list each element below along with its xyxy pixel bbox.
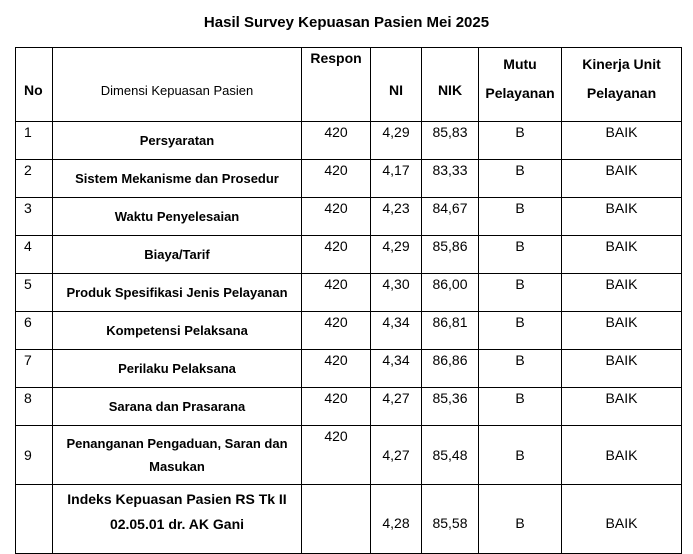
row-ni: 4,29	[371, 236, 422, 274]
header-mutu-line1: Mutu	[503, 56, 537, 72]
row-ni: 4,29	[371, 122, 422, 160]
row-kinerja: BAIK	[562, 312, 682, 350]
document-title: Hasil Survey Kepuasan Pasien Mei 2025	[203, 14, 490, 31]
row-ni: 4,23	[371, 198, 422, 236]
row-respon: 420	[302, 388, 371, 426]
header-mutu-line2: Pelayanan	[485, 85, 555, 101]
header-ni: NI	[371, 48, 422, 122]
table-row	[16, 388, 682, 426]
total-label-line2: 02.05.01 dr. AK Gani	[109, 516, 245, 532]
total-kinerja: BAIK	[562, 485, 682, 554]
row-no: 9	[16, 426, 53, 485]
row-no: 1	[16, 122, 53, 160]
row-respon: 420	[302, 198, 371, 236]
table-row	[16, 122, 682, 160]
header-no: No	[16, 48, 53, 122]
row-ni: 4,27	[371, 388, 422, 426]
row-no: 3	[16, 198, 53, 236]
header-respon: Respon	[302, 48, 371, 122]
table-row	[16, 350, 682, 388]
table-row	[16, 198, 682, 236]
row-dimension-line1: Penanganan Pengaduan, Saran dan	[66, 436, 288, 451]
row-respon: 420	[302, 236, 371, 274]
row-respon: 420	[302, 350, 371, 388]
header-dimension: Dimensi Kepuasan Pasien	[53, 48, 302, 122]
total-mutu: B	[479, 485, 562, 554]
row-no: 7	[16, 350, 53, 388]
header-row	[16, 48, 682, 122]
row-mutu: B	[479, 274, 562, 312]
total-label	[53, 485, 302, 554]
header-kinerja-line2: Pelayanan	[586, 85, 657, 101]
table-row	[16, 312, 682, 350]
row-nik: 85,48	[422, 426, 479, 485]
row-kinerja: BAIK	[562, 426, 682, 485]
survey-table	[15, 47, 682, 554]
row-dimension-line2: Masukan	[149, 459, 205, 474]
row-respon: 420	[302, 426, 371, 485]
total-respon-cell	[302, 485, 371, 554]
header-mutu	[479, 48, 562, 122]
row-no: 4	[16, 236, 53, 274]
header-nik: NIK	[422, 48, 479, 122]
row-nik: 85,36	[422, 388, 479, 426]
row-nik: 85,86	[422, 236, 479, 274]
row-mutu: B	[479, 388, 562, 426]
row-dimension: Waktu Penyelesaian	[53, 198, 302, 236]
row-nik: 85,83	[422, 122, 479, 160]
row-nik: 84,67	[422, 198, 479, 236]
table-row	[16, 236, 682, 274]
row-respon: 420	[302, 160, 371, 198]
row-dimension: Perilaku Pelaksana	[53, 350, 302, 388]
table-row	[16, 160, 682, 198]
row-mutu: B	[479, 122, 562, 160]
row-dimension: Kompetensi Pelaksana	[53, 312, 302, 350]
table-row	[16, 274, 682, 312]
total-label-line1: Indeks Kepuasan Pasien RS Tk II	[67, 491, 287, 507]
row-mutu: B	[479, 312, 562, 350]
row-kinerja: BAIK	[562, 388, 682, 426]
total-no-cell	[16, 485, 53, 554]
row-kinerja: BAIK	[562, 160, 682, 198]
row-kinerja: BAIK	[562, 122, 682, 160]
row-kinerja: BAIK	[562, 236, 682, 274]
row-kinerja: BAIK	[562, 198, 682, 236]
row-dimension: Sarana dan Prasarana	[53, 388, 302, 426]
row-nik: 86,86	[422, 350, 479, 388]
row-mutu: B	[479, 236, 562, 274]
table-row	[16, 426, 682, 485]
row-ni: 4,17	[371, 160, 422, 198]
row-kinerja: BAIK	[562, 350, 682, 388]
total-row	[16, 485, 682, 554]
header-kinerja-line1: Kinerja Unit	[582, 56, 661, 72]
row-no: 2	[16, 160, 53, 198]
total-nik: 85,58	[422, 485, 479, 554]
row-nik: 86,81	[422, 312, 479, 350]
row-ni: 4,34	[371, 350, 422, 388]
row-dimension: Produk Spesifikasi Jenis Pelayanan	[53, 274, 302, 312]
row-respon: 420	[302, 122, 371, 160]
row-dimension: Biaya/Tarif	[53, 236, 302, 274]
row-ni: 4,34	[371, 312, 422, 350]
row-no: 5	[16, 274, 53, 312]
row-nik: 83,33	[422, 160, 479, 198]
row-no: 6	[16, 312, 53, 350]
row-kinerja: BAIK	[562, 274, 682, 312]
row-mutu: B	[479, 160, 562, 198]
header-kinerja	[562, 48, 682, 122]
row-respon: 420	[302, 274, 371, 312]
row-dimension: Persyaratan	[53, 122, 302, 160]
row-ni: 4,30	[371, 274, 422, 312]
row-dimension	[53, 426, 302, 485]
row-respon: 420	[302, 312, 371, 350]
row-mutu: B	[479, 198, 562, 236]
row-no: 8	[16, 388, 53, 426]
row-mutu: B	[479, 350, 562, 388]
row-nik: 86,00	[422, 274, 479, 312]
row-ni: 4,27	[371, 426, 422, 485]
row-dimension: Sistem Mekanisme dan Prosedur	[53, 160, 302, 198]
row-mutu: B	[479, 426, 562, 485]
total-ni: 4,28	[371, 485, 422, 554]
